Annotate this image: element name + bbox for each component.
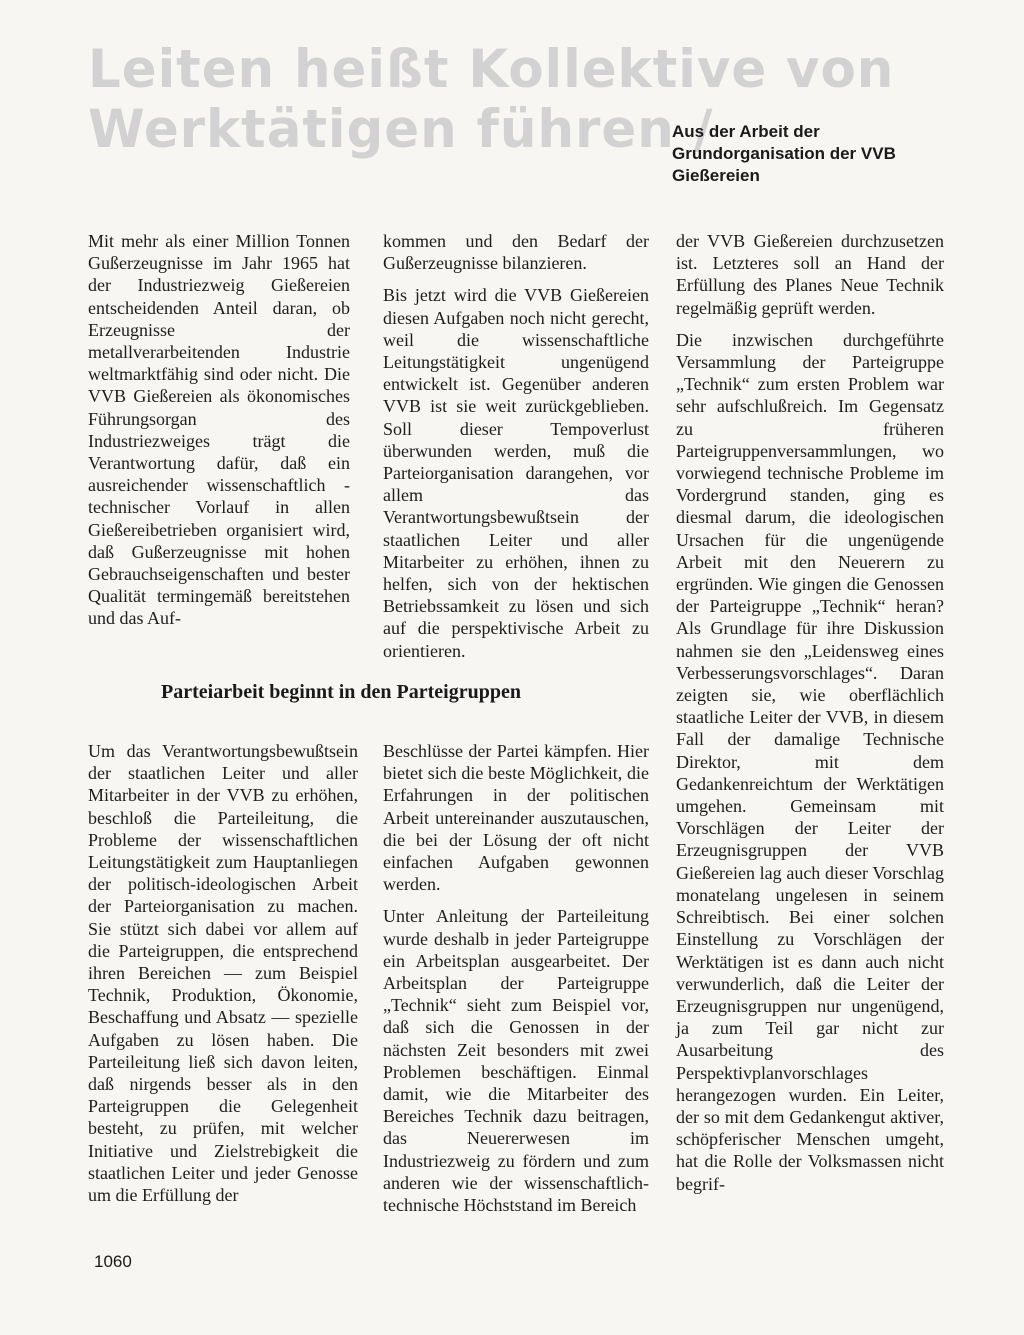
- column-3: [676, 230, 944, 1205]
- paragraph: Um das Verantwortungsbewußtsein der staatlichen Leiter und aller Mitarbeiter in der VVB zu erhöhen, beschloß die Parteileitung, die Probleme der wissenschaftlichen Leitungstätigkeit zum Hauptanliegen der politisch-ideologischen Arbeit der Parteiorganisation zu machen. Sie stützt sich dabei vor allem auf die Parteigruppen, die entsprechend ihren Bereichen — zum Beispiel Technik, Produktion, Ökonomie, Beschaffung und Absatz — spezielle Aufgaben zu lösen haben. Die Parteileitung ließ sich davon leiten, daß nirgends besser als in den Parteigruppen die Gelegenheit besteht, zu prüfen, mit welcher Initiative und Zielstrebigkeit die staatlichen Leiter und jeder Genosse um die Erfüllung der: [88, 741, 358, 1206]
- column-1-bottom: [88, 740, 358, 1216]
- paragraph: Die inzwischen durchgeführte Versammlung der Parteigruppe „Technik“ zum ersten Problem war sehr aufschlußreich. Im Gegensatz zu früheren Parteigruppenversammlungen, wo vorwiegend technische Probleme im Vordergrund standen, ging es diesmal darum, die ideologischen Ursachen für die ungenügende Arbeit mit den Neuerern zu ergründen. Wie gingen die Genossen der Parteigruppe „Technik“ heran? Als Grundlage für ihre Diskussion nahmen sie den „Leidensweg eines Verbesserungsvorschlages“. Daran zeigten sie, wie oberflächlich staatliche Leiter der VVB, in diesem Fall der damalige Technische Direktor, mit dem Gedankenreichtum der Werktätigen umgehen. Gemeinsam mit Vorschlägen der Leiter der Erzeugnisgruppen der VVB Gießereien lag auch dieser Vorschlag monatelang ungelesen in seinem Schreibtisch. Bei einer solchen Einstellung zu Vorschlägen der Werktätigen ist es dann auch nicht verwunderlich, daß die Leiter der Erzeugnisgruppen nur ungenügend, ja zum Teil gar nicht zur Ausarbeitung des Perspektivplanvorschlages herangezogen wurden. Ein Leiter, der so mit dem Gedankengut aktiver, schöpferischer Menschen umgeht, hat die Rolle der Volksmassen nicht begrif-: [676, 329, 944, 1194]
- paragraph: kommen und den Bedarf der Gußerzeugnisse bilanzieren.: [383, 231, 649, 274]
- column-2-top: [383, 230, 649, 672]
- headline-line-1: Leiten heißt Kollektive von: [88, 39, 895, 100]
- page-number: 1060: [94, 1252, 132, 1271]
- paragraph: Unter Anleitung der Parteileitung wurde deshalb in jeder Parteigruppe ein Arbeitsplan ausgearbeitet. Der Arbeitsplan der Parteigruppe „Technik“ sieht zum Beispiel vor, daß sich die Genossen in der nächsten Zeit besonders mit zwei Problemen beschäftigen. Einmal damit, wie die Mitarbeiter des Bereiches Technik dazu beitragen, das Neuererwesen im Industriezweig zu fördern und zum anderen wie der wissenschaftlich-technische Höchststand im Bereich: [383, 906, 649, 1216]
- headline-line-2: Werktätigen führen /: [88, 99, 714, 161]
- paragraph: Bis jetzt wird die VVB Gießereien diesen Aufgaben noch nicht gerecht, weil die wissenschaftliche Leitungstätigkeit ungenügend entwickelt ist. Gegenüber anderen VVB ist sie weit zurückgeblieben. Soll dieser Tempoverlust überwunden werden, muß die Parteiorganisation darangehen, vor allem das Verantwortungsbewußtsein der staatlichen Leiter und aller Mitarbeiter zu erhöhen, ihnen zu helfen, sich von der hektischen Betriebssamkeit zu lösen und sich auf die perspektivische Arbeit zu orientieren.: [383, 285, 649, 661]
- paragraph: der VVB Gießereien durchzusetzen ist. Letzteres soll an Hand der Erfüllung des Planes Neue Technik regelmäßig geprüft werden.: [676, 231, 944, 318]
- column-1-top: [88, 230, 350, 640]
- article-subheading: Aus der Arbeit der Grundorganisation der VVB Gießereien: [672, 122, 896, 185]
- column-2-bottom: [383, 740, 649, 1226]
- section-heading: Parteiarbeit beginnt in den Parteigruppen: [161, 681, 521, 703]
- paragraph: Mit mehr als einer Million Tonnen Gußerzeugnisse im Jahr 1965 hat der Industriezweig Gießereien entscheidenden Anteil daran, ob Erzeugnisse der metallverarbeitenden Industrie weltmarktfähig sind oder nicht. Die VVB Gießereien als ökonomisches Führungsorgan des Industriezweiges trägt die Verantwortung dafür, daß ein ausreichender wissenschaftlich - technischer Vorlauf in allen Gießereibetrieben organisiert wird, daß Gußerzeugnisse mit hohen Gebrauchseigenschaften und bester Qualität termingemäß bereitstehen und das Auf-: [88, 231, 350, 629]
- paragraph: Beschlüsse der Partei kämpfen. Hier bietet sich die beste Möglichkeit, die Erfahrungen in der politischen Arbeit untereinander auszutauschen, die bei der Lösung der oft nicht einfachen Aufgaben gewonnen werden.: [383, 741, 649, 895]
